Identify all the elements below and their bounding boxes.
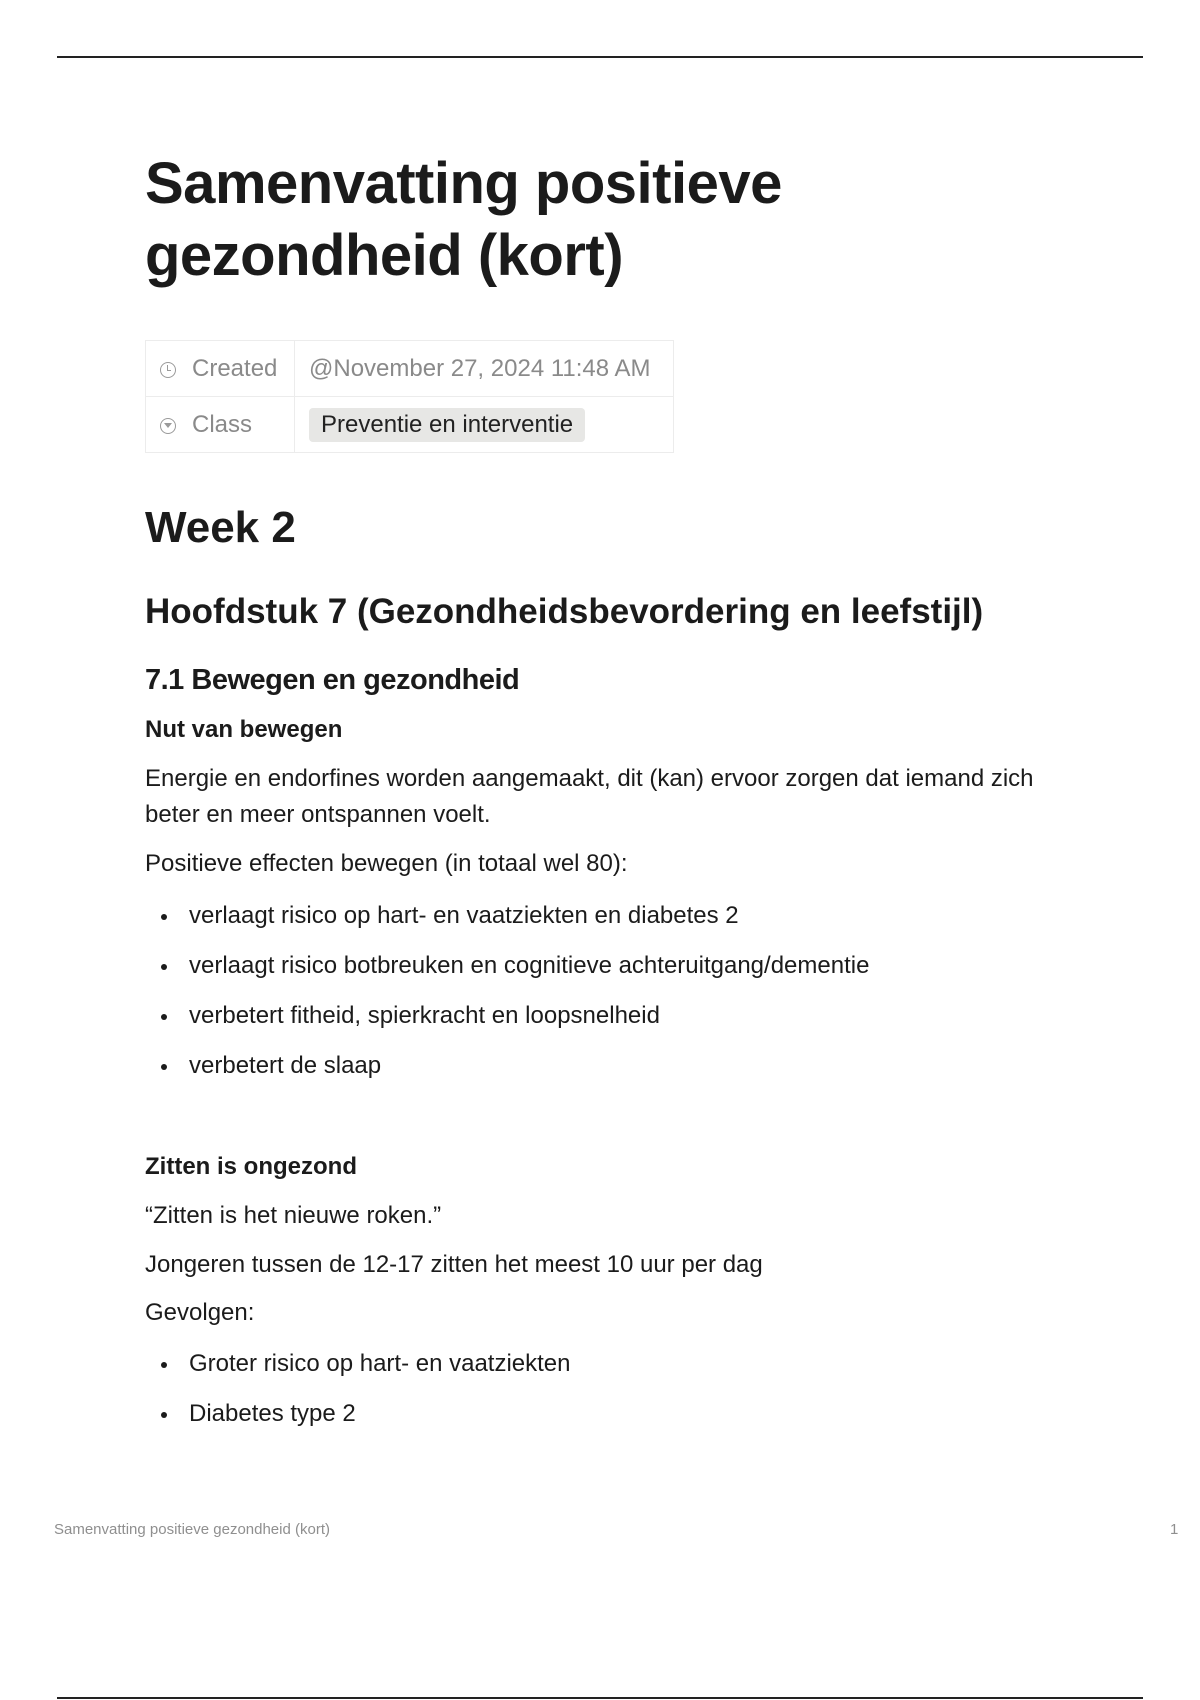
list-item: Diabetes type 2 bbox=[145, 1396, 571, 1446]
subheading-nut-van-bewegen: Nut van bewegen bbox=[145, 716, 343, 743]
page-title: Samenvatting positieve gezondheid (kort) bbox=[145, 151, 782, 288]
property-key-class bbox=[146, 397, 295, 453]
class-tag[interactable]: Preventie en interventie bbox=[309, 408, 585, 442]
quote-paragraph: “Zitten is het nieuwe roken.” bbox=[145, 1202, 442, 1229]
property-label: Class bbox=[192, 410, 253, 438]
paragraph: Positieve effecten bewegen (in totaal wel 80): bbox=[145, 850, 628, 877]
property-value-class[interactable] bbox=[295, 397, 674, 453]
list-item: verbetert fitheid, spierkracht en loopsnelheid bbox=[145, 998, 869, 1048]
list-item: Groter risico op hart- en vaatziekten bbox=[145, 1346, 571, 1396]
list-item: verlaagt risico op hart- en vaatziekten en diabetes 2 bbox=[145, 898, 869, 948]
paragraph: Jongeren tussen de 12-17 zitten het meest 10 uur per dag bbox=[145, 1251, 763, 1278]
section-heading: 7.1 Bewegen en gezondheid bbox=[145, 664, 520, 696]
week-heading: Week 2 bbox=[145, 503, 296, 552]
property-value-created: @November 27, 2024 11:48 AM bbox=[295, 341, 674, 397]
chapter-heading: Hoofdstuk 7 (Gezondheidsbevordering en leefstijl) bbox=[145, 592, 984, 631]
list-item: verlaagt risico botbreuken en cognitieve achteruitgang/dementie bbox=[145, 948, 869, 998]
properties-table bbox=[145, 340, 674, 453]
bullet-list bbox=[145, 898, 869, 1098]
footer-title: Samenvatting positieve gezondheid (kort) bbox=[54, 1521, 330, 1538]
list-item: verbetert de slaap bbox=[145, 1048, 869, 1098]
page-number: 1 bbox=[1170, 1521, 1179, 1538]
subheading-zitten-is-ongezond: Zitten is ongezond bbox=[145, 1153, 357, 1180]
top-rule bbox=[57, 56, 1143, 58]
property-key-created bbox=[146, 341, 295, 397]
paragraph: Energie en endorfines worden aangemaakt, dit (kan) ervoor zorgen dat iemand zich beter en meer ontspannen voelt. bbox=[145, 765, 1034, 828]
property-row-created bbox=[146, 341, 674, 397]
bullet-list bbox=[145, 1346, 571, 1446]
select-icon bbox=[160, 418, 176, 434]
property-row-class bbox=[146, 397, 674, 453]
bottom-rule bbox=[57, 1697, 1143, 1699]
paragraph: Gevolgen: bbox=[145, 1299, 255, 1326]
property-label: Created bbox=[192, 354, 278, 382]
clock-icon bbox=[160, 362, 176, 378]
